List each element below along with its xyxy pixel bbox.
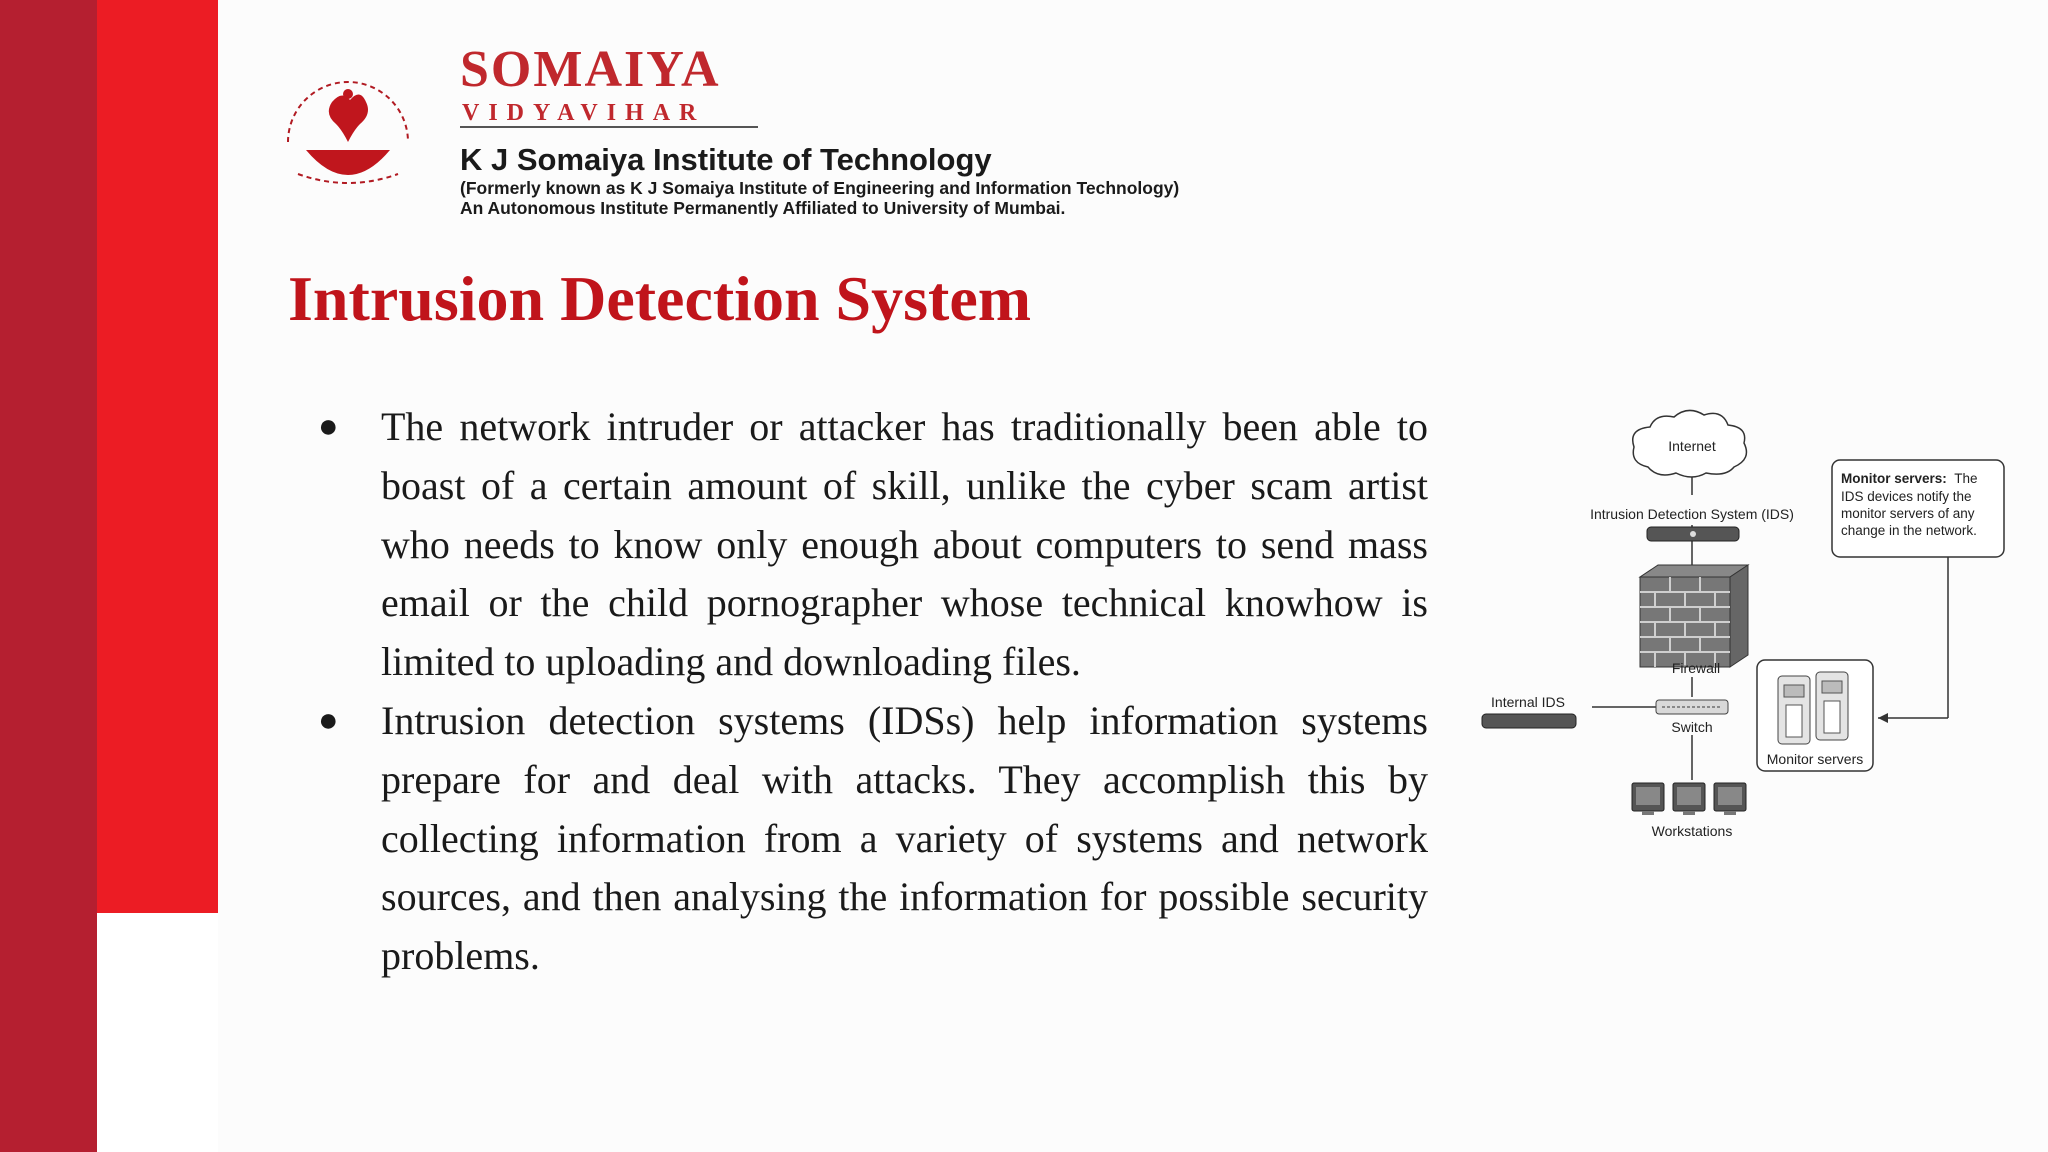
institute-name: K J Somaiya Institute of Technology	[460, 142, 992, 177]
left-accent-gap	[97, 913, 218, 1152]
callout-l4: change in the network.	[1841, 523, 1977, 538]
callout-l1: The	[1954, 471, 1978, 486]
institute-former-name: (Formerly known as K J Somaiya Institute of Engineering and Information Technology)	[460, 178, 1180, 198]
monitor-servers-label: Monitor servers	[1766, 751, 1864, 767]
bullet-item	[318, 692, 1428, 986]
network-diagram	[1470, 405, 2010, 845]
left-accent-bar-bright	[97, 0, 218, 913]
brand-name: SOMAIYA	[460, 41, 721, 98]
bullet-item	[318, 398, 1428, 692]
bullet-text: The network intruder or attacker has traditionally been able to boast of a certain amount of skill, unlike the cyber scam artist who needs to know only enough about computers to send mass email or the child pornographer whose technical knowhow is limited to uploading and downloading files.	[381, 404, 1428, 685]
internal-ids-label: Internal IDS	[1491, 694, 1565, 710]
institute-affiliation: An Autonomous Institute Permanently Affiliated to University of Mumbai.	[460, 198, 1066, 218]
slide-title: Intrusion Detection System	[288, 263, 1032, 334]
arrow-head-icon	[1878, 713, 1888, 723]
bullet-marker: ●	[318, 701, 339, 739]
brand-divider	[460, 126, 758, 128]
firewall-label: Firewall	[1671, 660, 1721, 676]
brand-subtitle: VIDYAVIHAR	[462, 100, 706, 126]
firewall-icon	[1640, 565, 1748, 667]
switch-label: Switch	[1671, 719, 1713, 735]
ids-led-icon	[1690, 531, 1696, 537]
callout-line-1	[1841, 471, 1978, 486]
callout-l3: monitor servers of any	[1841, 506, 1975, 521]
callout-bold: Monitor servers:	[1841, 471, 1947, 486]
somaiya-logo-icon	[268, 72, 428, 212]
workstations-label: Workstations	[1651, 823, 1733, 839]
callout-l2: IDS devices notify the	[1841, 489, 1972, 504]
workstations-icon	[1632, 783, 1746, 815]
internal-ids-device-icon	[1482, 714, 1576, 728]
brand-block	[460, 40, 721, 126]
internet-label: Internet	[1668, 438, 1716, 454]
bullet-marker: ●	[318, 408, 339, 445]
left-accent-bar-dark	[0, 0, 97, 1152]
ids-label: Intrusion Detection System (IDS)	[1590, 506, 1794, 522]
bullet-list	[318, 398, 1428, 986]
bullet-text: Intrusion detection systems (IDSs) help information systems prepare for and deal with attacks. They accomplish this by collecting information from a variety of systems and network sources, and then analysing the information for possible security problems.	[381, 697, 1428, 979]
